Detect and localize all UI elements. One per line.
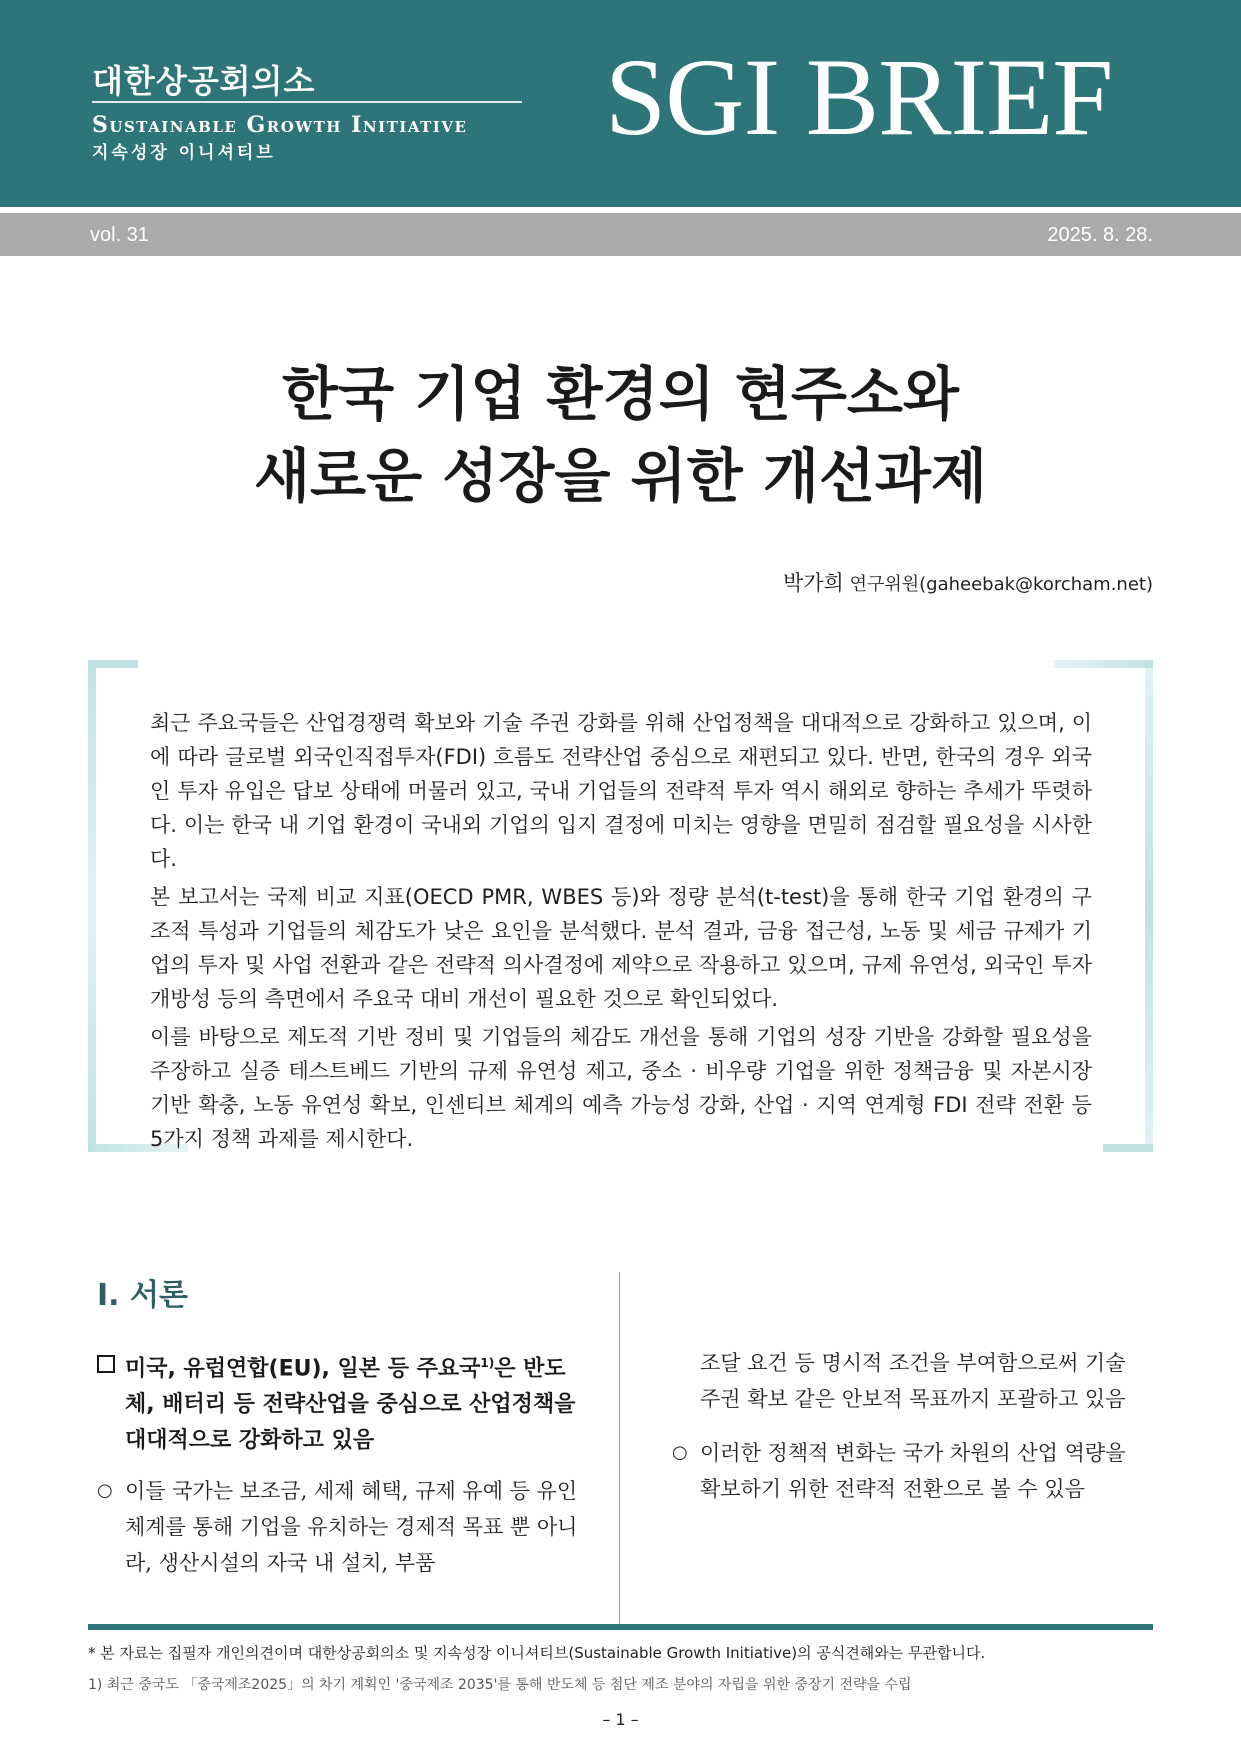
square-bullet-icon bbox=[97, 1355, 115, 1373]
brand-title: SGI BRIEF bbox=[605, 36, 1113, 158]
circle-item-text: 이들 국가는 보조금, 세제 혜택, 규제 유예 등 유인체계를 통해 기업을 유치하는 경제적 목표 뿐 아니라, 생산시설의 자국 내 설치, 부품 bbox=[125, 1479, 578, 1576]
document-title bbox=[0, 353, 1241, 517]
disclaimer: * 본 자료는 집필자 개인의견이며 대한상공회의소 및 지속성장 이니셔티브(Sustainable Growth Initiative)의 공식견해와는 무관합니다. bbox=[88, 1644, 986, 1662]
org-korean-subtitle: 지속성장 이니셔티브 bbox=[92, 143, 276, 163]
summary-bracket-right bbox=[1145, 660, 1153, 1152]
org-english-name: Sustainable Growth Initiative bbox=[92, 112, 468, 138]
summary-bracket-left bbox=[88, 660, 96, 1152]
circle-bullet-icon: ○ bbox=[97, 1480, 113, 1502]
summary-bracket-top-left bbox=[88, 660, 138, 668]
volume-label: vol. 31 bbox=[90, 224, 149, 246]
title-line-1: 한국 기업 환경의 현주소와 bbox=[282, 360, 959, 428]
circle-item-text: 이러한 정책적 변화는 국가 차원의 산업 역량을 확보하기 위한 전략적 전환으로 볼 수 있음 bbox=[700, 1441, 1126, 1501]
left-column bbox=[97, 1345, 579, 1581]
circle-bullet-item bbox=[672, 1435, 1152, 1507]
right-column bbox=[672, 1345, 1152, 1507]
author-name: 박가희 bbox=[782, 571, 844, 595]
summary-paragraph: 이를 바탕으로 제도적 기반 정비 및 기업들의 체감도 개선을 통해 기업의 성장 기반을 강화할 필요성을 주장하고 실증 테스트베드 기반의 규제 유연성 제고, 중소 · 비우량 기업을 위한 정책금융 및 자본시장 기반 확충, 노동 유연성 확보, 인센티브 체계의 예측 가능성 강화, 산업 · 지역 연계형 FDI 전략 전환 등 5가지 정책 과제를 제시한다. bbox=[150, 1025, 1092, 1151]
footnote: 1) 최근 중국도 「중국제조2025」의 차기 계획인 '중국제조 2035'를 통해 반도체 등 첨단 제조 분야의 자립을 위한 중장기 전략을 수립 bbox=[88, 1677, 912, 1693]
summary-bracket-bottom-right bbox=[1103, 1144, 1153, 1152]
title-line-2: 새로운 성장을 위한 개선과제 bbox=[254, 442, 987, 510]
summary-box bbox=[150, 706, 1092, 1160]
circle-bullet-icon: ○ bbox=[672, 1442, 688, 1463]
page-number: – 1 – bbox=[602, 1710, 639, 1729]
square-item-text-post: 은 반도체, 배터리 등 전략산업을 중심으로 산업정책을 대대적으로 강화하고 있음 bbox=[125, 1356, 576, 1454]
publish-date: 2025. 8. 28. bbox=[1047, 224, 1153, 246]
circle-item-continuation: 조달 요건 등 명시적 조건을 부여함으로써 기술 주권 확보 같은 안보적 목표까지 포괄하고 있음 bbox=[700, 1351, 1126, 1411]
footer-rule bbox=[88, 1624, 1153, 1630]
square-item-text-pre: 미국, 유럽연합(EU), 일본 등 주요국 bbox=[125, 1356, 481, 1382]
org-name: 대한상공회의소 bbox=[92, 62, 316, 100]
org-divider bbox=[92, 101, 522, 103]
header-banner bbox=[0, 0, 1241, 207]
circle-bullet-item bbox=[97, 1473, 579, 1581]
column-divider bbox=[619, 1272, 620, 1624]
author-detail: 연구위원(gaheebak@korcham.net) bbox=[849, 574, 1153, 595]
summary-paragraph: 최근 주요국들은 산업경쟁력 확보와 기술 주권 강화를 위해 산업정책을 대대적으로 강화하고 있으며, 이에 따라 글로벌 외국인직접투자(FDI) 흐름도 전략산업 중심으로 재편되고 있다. 반면, 한국의 경우 외국인 투자 유입은 답보 상태에 머물러 있고, 국내 기업들의 전략적 투자 역시 해외로 향하는 추세가 뚜렷하다. 이는 한국 내 기업 환경이 국내외 기업의 입지 결정에 미치는 영향을 면밀히 점검할 필요성을 시사한다. bbox=[150, 711, 1092, 871]
summary-bracket-top-right bbox=[1053, 660, 1153, 668]
footnote-ref: 1) bbox=[480, 1356, 495, 1370]
summary-paragraph: 본 보고서는 국제 비교 지표(OECD PMR, WBES 등)와 정량 분석(t-test)을 통해 한국 기업 환경의 구조적 특성과 기업들의 체감도가 낮은 요인을 분석했다. 분석 결과, 금융 접근성, 노동 및 세금 규제가 기업의 투자 및 사업 전환과 같은 전략적 의사결정에 제약으로 작용하고 있으며, 규제 유연성, 외국인 투자 개방성 등의 측면에서 주요국 대비 개선이 필요한 것으로 확인되었다. bbox=[150, 885, 1092, 1011]
author-line bbox=[783, 567, 1153, 597]
square-bullet-item bbox=[97, 1345, 579, 1459]
section-heading: Ⅰ. 서론 bbox=[97, 1278, 188, 1313]
